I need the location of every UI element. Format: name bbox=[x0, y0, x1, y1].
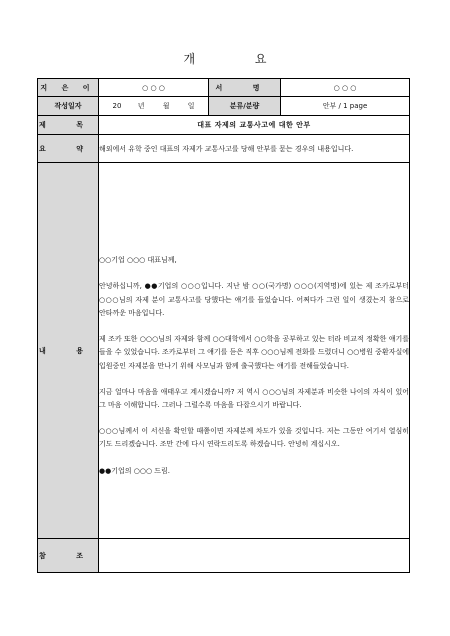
reporter-value: ○ ○ ○ bbox=[99, 79, 209, 97]
body-paragraph: 제 조카 또한 ○○○님의 자제와 함께 ○○대학에서 ○○학을 공부하고 있는 터라 비교적 정확한 얘기를 들을 수 있었습니다. 조카로부터 그 얘기를 듣은 직후 ○○○님께 전화를 드렸더니 ○○병원 중환자실에 입원중인 자제분을 만나기 위해 사모님과 함께 출국했다는 얘기를 전해들었습니다. bbox=[99, 335, 409, 370]
body-paragraph: 안녕하십니까, ●●기업의 ○○○입니다. 지난 밤 ○○(국가명) ○○○(지역명)에 있는 제 조카로부터 ○○○님의 자제 분이 교통사고를 당했다는 얘기를 들었습니다. 어쩌다가 그런 일이 생겼는지 참으로 안타까운 마음입니다. bbox=[99, 282, 409, 317]
reference-value bbox=[99, 539, 410, 573]
date-year: 20 bbox=[112, 102, 122, 110]
body-label: 내 용 bbox=[38, 163, 99, 539]
body-content bbox=[99, 163, 410, 539]
category-value: 안부 / 1 page bbox=[281, 97, 410, 116]
date-label: 작성일자 bbox=[38, 97, 99, 116]
body-paragraph: ○○○님께서 이 서신을 확인할 때쯤이면 자제분께 차도가 있을 것입니다. 저는 그동안 여기서 열심히 기도 드리겠습니다. 조만 간에 다시 연락드리도록 하겠습니다. 안녕히 계십시오. bbox=[99, 427, 409, 449]
date-month-unit: 월 bbox=[162, 102, 170, 110]
document-title: 개 요 bbox=[183, 52, 295, 66]
category-label: 분류/분량 bbox=[209, 97, 281, 116]
date-year-unit: 년 bbox=[137, 102, 145, 110]
summary-form bbox=[37, 78, 410, 573]
date-value bbox=[99, 97, 209, 116]
summary-label: 요 약 bbox=[38, 135, 99, 163]
signature-label: 서 명 bbox=[209, 79, 281, 97]
body-signoff: ●●기업의 ○○○ 드림. bbox=[99, 466, 171, 475]
signature-value: ○ ○ ○ bbox=[281, 79, 410, 97]
summary-value: 해외에서 유학 중인 대표의 자제가 교통사고를 당해 안부를 묻는 경우의 내용입니다. bbox=[99, 135, 410, 163]
reference-label: 참 조 bbox=[38, 539, 99, 573]
body-paragraph: 지금 얼마나 마음을 애태우고 계시겠습니까? 저 역시 ○○○님의 자제분과 비슷한 나이의 자식이 있어 그 마음 이해합니다. 그러나 그럴수록 마음을 다잡으시기 바랍니다. bbox=[99, 387, 409, 409]
subject-label: 제 목 bbox=[38, 116, 99, 135]
body-greeting: ○○기업 ○○○ 대표님께, bbox=[99, 256, 177, 265]
reporter-label: 지 은 이 bbox=[38, 79, 99, 97]
subject-value: 대표 자제의 교통사고에 대한 안부 bbox=[99, 116, 410, 135]
date-day-unit: 일 bbox=[187, 102, 195, 110]
